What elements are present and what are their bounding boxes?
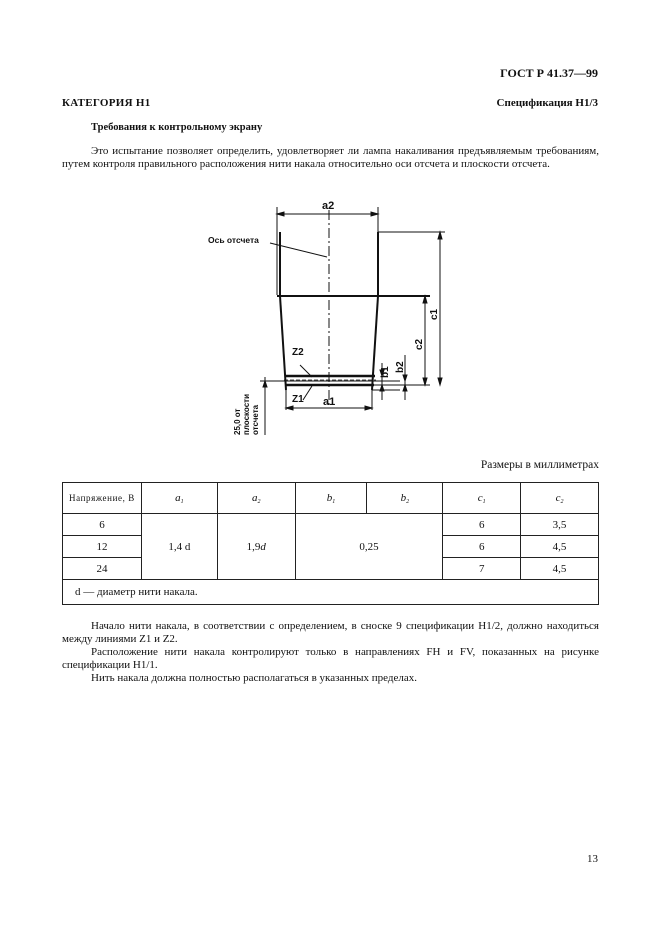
paragraph-directions: Расположение нити накала контролируют только в направлениях FH и FV, показанных на рисунке спецификации H1/1. [62,646,599,671]
cell-c2: 4,5 [521,536,599,558]
svg-text:c1 [429,308,440,320]
table-note-row [63,580,599,605]
table-row [63,514,599,536]
svg-text:отсчета [251,404,260,435]
label-c2: c2 [414,338,425,350]
specification-title: Спецификация H1/3 [496,97,598,109]
plane-label-line3: отсчета [251,404,260,435]
cell-voltage: 6 [63,514,142,536]
header-c1: $c_1$ [443,483,521,514]
svg-text:Ось отсчета [208,235,259,245]
body-text [62,620,599,685]
cell-a2: 1,9d [217,514,295,580]
table-note: d — диаметр нити накала. [63,580,599,605]
table-header-row [63,483,599,514]
page-number: 13 [587,853,598,865]
cell-c2: 4,5 [521,558,599,580]
cell-c1: 7 [443,558,521,580]
header-voltage: Напряжение, В [63,483,142,514]
label-b1: b1 [380,366,391,378]
header-c2: $c_2$ [521,483,599,514]
label-c1: c1 [429,308,440,320]
svg-text:Z1 [292,394,304,405]
svg-text:c2 [414,338,425,350]
cell-voltage: 24 [63,558,142,580]
label-b2: b2 [395,361,406,373]
header-b2: $b_2$ [367,483,443,514]
units-caption: Размеры в миллиметрах [480,459,599,471]
plane-label-line2: плоскости [242,393,251,435]
section-title: Требования к контрольному экрану [91,122,263,133]
header-a2: $a_2$ [217,483,295,514]
svg-text:a1 [323,396,335,408]
axis-label: Ось отсчета [208,235,259,245]
cell-c1: 6 [443,514,521,536]
svg-text:b1 [380,366,391,378]
cell-b: 0,25 [295,514,443,580]
label-z2: Z2 [292,347,304,358]
svg-text:b2 [395,361,406,373]
category-title: КАТЕГОРИЯ H1 [62,97,151,109]
header-b1: $b_1$ [295,483,367,514]
svg-text:25,0 от [233,409,242,435]
cell-c1: 6 [443,536,521,558]
svg-text:a2 [322,200,334,212]
paragraph-z-lines: Начало нити накала, в соответствии с определением, в сноске 9 спецификации H1/2, должно находиться между линиями Z1 и Z2. [62,620,599,645]
svg-text:Z2 [292,347,304,358]
standard-number: ГОСТ Р 41.37—99 [500,66,598,80]
paragraph-limits: Нить накала должна полностью располагаться в указанных пределах. [91,672,417,684]
dimensions-table [62,482,599,605]
label-a1: a1 [323,396,336,408]
label-z1: Z1 [292,394,304,405]
cell-a1: 1,4 d [141,514,217,580]
filament-diagram [200,195,460,440]
cell-voltage: 12 [63,536,142,558]
plane-label-line1: 25,0 от [233,408,242,435]
cell-c2: 3,5 [521,514,599,536]
label-a2: a2 [322,200,335,212]
svg-text:плоскости [242,394,251,435]
header-a1: $a_1$ [141,483,217,514]
intro-paragraph: Это испытание позволяет определить, удовлетворяет ли лампа накаливания предъявляемым требованиям, путем контроля правильного расположения нити накала относительно оси отсчета и плоскости отсчета. [62,145,599,170]
